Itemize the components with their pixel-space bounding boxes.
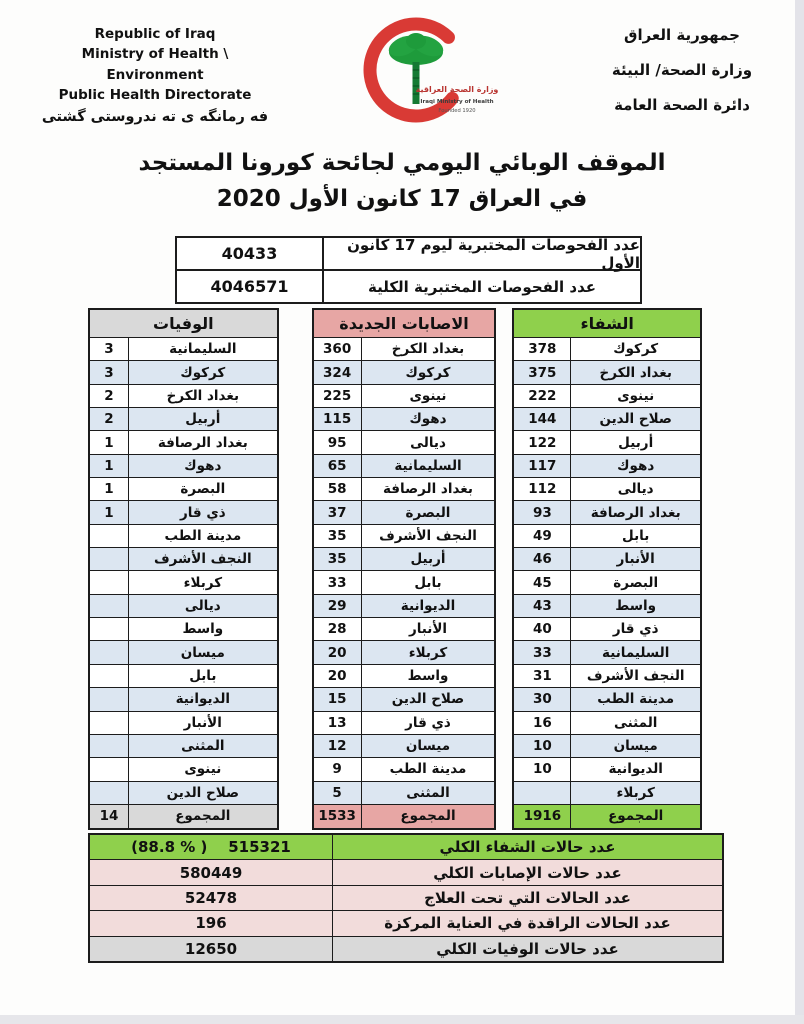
province-value: 28: [314, 618, 362, 640]
table-row: [314, 594, 495, 617]
table-row: [90, 594, 277, 617]
province-value: [90, 735, 129, 757]
table-row: [90, 664, 277, 687]
table-row: [514, 547, 700, 570]
province-name: ذي قار: [405, 714, 451, 731]
table-row: [314, 360, 495, 383]
province-name: النجف الأشرف: [586, 667, 685, 684]
table-row: [90, 360, 277, 383]
province-value: 20: [314, 665, 362, 687]
province-name: أربيل: [618, 434, 654, 451]
province-name: الأنبار: [408, 621, 448, 638]
table-row: [514, 617, 700, 640]
province-value: 37: [314, 501, 362, 523]
table-row: [314, 430, 495, 453]
table-row: [314, 664, 495, 687]
province-name: ديالى: [410, 434, 446, 451]
province-value: 95: [314, 431, 362, 453]
table-row: [514, 757, 700, 780]
province-value: [90, 712, 129, 734]
province-value: 10: [514, 758, 571, 780]
province-value: 115: [314, 408, 362, 430]
province-name: كربلاء: [183, 574, 223, 591]
table-row: [177, 269, 640, 302]
province-name: ميسان: [613, 738, 658, 755]
table-row: [90, 640, 277, 663]
province-name: واسط: [182, 621, 224, 638]
table-row: [514, 407, 700, 430]
province-name: بابل: [189, 667, 217, 684]
province-name: دهوك: [409, 411, 447, 428]
province-value: 43: [514, 595, 571, 617]
province-value: 40: [514, 618, 571, 640]
photo-edge-bottom: [0, 1015, 804, 1024]
province-name: كربلاء: [616, 784, 655, 801]
table-row: [90, 430, 277, 453]
table-row: [514, 524, 700, 547]
province-name: صلاح الدين: [391, 691, 465, 708]
province-name: كركوك: [405, 364, 451, 381]
page-title-line2: في العراق 17 كانون الأول 2020: [216, 185, 588, 212]
new-cases-total-value: 1533: [314, 805, 362, 828]
province-name: مدينة الطب: [389, 761, 467, 778]
table-row: [514, 384, 700, 407]
table-row: [90, 734, 277, 757]
province-value: 93: [514, 501, 571, 523]
total-tests-value: 4046571: [177, 271, 324, 302]
province-name: ميسان: [405, 738, 451, 755]
tests-table: [175, 236, 642, 304]
table-row: [514, 664, 700, 687]
table-row: [90, 500, 277, 523]
province-name: الديوانية: [175, 691, 231, 708]
table-row: [514, 430, 700, 453]
province-name: كركوك: [613, 341, 659, 358]
table-row: [90, 477, 277, 500]
province-name: ميسان: [180, 644, 225, 661]
province-value: 1: [90, 431, 129, 453]
province-name: صلاح الدين: [599, 411, 672, 428]
summary-row-icu: [90, 910, 722, 935]
table-row: [314, 547, 495, 570]
summary-table: [88, 833, 724, 963]
province-name: واسط: [407, 667, 449, 684]
province-value: [90, 665, 129, 687]
province-name: دهوك: [617, 457, 655, 474]
logo-founded-text: Founded 1920: [438, 108, 476, 114]
table-row: [314, 687, 495, 710]
table-row: [90, 711, 277, 734]
table-row: [514, 781, 700, 804]
province-value: 112: [514, 478, 571, 500]
table-row: [514, 360, 700, 383]
province-value: 2: [90, 408, 129, 430]
logo-english-text: Iraqi Ministry of Health: [420, 99, 494, 105]
province-name: ديالى: [184, 597, 221, 614]
table-row: [514, 338, 700, 360]
new-cases-total-row: [314, 804, 495, 828]
deaths-total-value: 14: [90, 805, 129, 828]
province-value: [90, 571, 129, 593]
province-name: النجف الأشرف: [153, 551, 252, 568]
table-row: [90, 524, 277, 547]
table-row: [514, 640, 700, 663]
province-name: مدينة الطب: [164, 527, 242, 544]
province-value: [90, 618, 129, 640]
new-cases-table-rows: [314, 338, 495, 804]
province-value: [90, 782, 129, 804]
table-row: [514, 570, 700, 593]
table-row: [314, 711, 495, 734]
province-value: 20: [314, 641, 362, 663]
daily-tests-value: 40433: [177, 238, 324, 269]
summary-row-total-deaths: [90, 936, 722, 961]
summary-row-total-recoveries: [90, 835, 722, 859]
province-value: 1: [90, 478, 129, 500]
province-value: 1: [90, 455, 129, 477]
header-english-line1: Republic of Iraq: [94, 26, 216, 42]
summary-row-total-cases: [90, 859, 722, 884]
summary-value: (88.8 % ) 515321: [90, 835, 333, 859]
table-row: [90, 338, 277, 360]
table-row: [514, 687, 700, 710]
header-kurdish-line: فه رمانگه ی ته ندروستی گشتی: [41, 109, 269, 125]
province-name: السليمانية: [169, 341, 237, 358]
province-value: [514, 782, 571, 804]
summary-label: عدد حالات الشفاء الكلي: [439, 838, 616, 857]
province-name: بغداد الكرخ: [391, 341, 465, 358]
province-name: بغداد الكرخ: [166, 387, 240, 404]
summary-value: 580449: [90, 860, 333, 884]
province-name: السليمانية: [394, 457, 462, 474]
province-value: 58: [314, 478, 362, 500]
new-cases-table-header: الاصابات الجديدة: [314, 310, 495, 338]
province-value: [90, 688, 129, 710]
daily-tests-label: عدد الفحوصات المختبرية ليوم 17 كانون الأول: [347, 235, 640, 272]
province-name: بغداد الكرخ: [599, 364, 672, 381]
table-row: [314, 570, 495, 593]
deaths-table-header: الوفيات: [90, 310, 277, 338]
logo-arabic-text: وزارة الصحة العراقية: [415, 85, 499, 94]
province-value: 378: [514, 338, 571, 360]
table-row: [314, 500, 495, 523]
table-row: [314, 734, 495, 757]
province-name: بغداد الرصافة: [590, 504, 681, 521]
total-tests-label: عدد الفحوصات المختبرية الكلية: [367, 277, 597, 296]
province-value: 5: [314, 782, 362, 804]
province-value: 12: [314, 735, 362, 757]
province-value: [90, 758, 129, 780]
new-cases-total-label: المجموع: [400, 808, 456, 825]
province-value: 360: [314, 338, 362, 360]
province-name: نينوى: [409, 387, 447, 404]
province-name: الأنبار: [183, 714, 222, 731]
province-value: 222: [514, 385, 571, 407]
table-row: [90, 617, 277, 640]
province-name: الديوانية: [608, 761, 663, 778]
ministry-logo: [356, 12, 502, 134]
province-name: البصرة: [405, 504, 451, 521]
province-value: 65: [314, 455, 362, 477]
table-row: [314, 338, 495, 360]
header-arabic-line2: وزارة الصحة/ البيئة: [611, 61, 753, 79]
recoveries-total-value: 1916: [514, 805, 571, 828]
table-row: [90, 570, 277, 593]
summary-value: 12650: [90, 937, 333, 961]
province-name: كربلاء: [408, 644, 448, 661]
province-name: المثنى: [181, 738, 225, 755]
province-name: كركوك: [180, 364, 226, 381]
province-name: صلاح الدين: [166, 784, 240, 801]
province-value: 1: [90, 501, 129, 523]
province-value: 33: [314, 571, 362, 593]
table-row: [90, 407, 277, 430]
table-row: [314, 477, 495, 500]
province-name: الديوانية: [400, 597, 456, 614]
province-name: بغداد الرصافة: [383, 481, 473, 498]
province-name: المثنى: [613, 714, 658, 731]
table-row: [90, 454, 277, 477]
page-title: [0, 146, 804, 217]
table-row: [514, 594, 700, 617]
province-name: السليمانية: [602, 644, 670, 661]
header-arabic-line1: جمهورية العراق: [624, 26, 740, 44]
province-value: 144: [514, 408, 571, 430]
summary-value: 196: [90, 911, 333, 935]
province-name: نينوى: [184, 761, 222, 778]
crescent-palm-logo-icon: [356, 12, 502, 134]
table-row: [90, 757, 277, 780]
page-title-line1: الموقف الوبائي اليومي لجائحة كورونا المستجد: [138, 150, 666, 176]
province-value: 49: [514, 525, 571, 547]
deaths-total-row: [90, 804, 277, 828]
province-value: 33: [514, 641, 571, 663]
table-row: [314, 524, 495, 547]
province-value: 46: [514, 548, 571, 570]
province-value: 122: [514, 431, 571, 453]
table-row: [514, 477, 700, 500]
deaths-table-rows: [90, 338, 277, 804]
province-name: البصرة: [613, 574, 659, 591]
province-value: 324: [314, 361, 362, 383]
province-value: [90, 641, 129, 663]
province-value: [90, 525, 129, 547]
province-value: 35: [314, 525, 362, 547]
summary-label: عدد الحالات التي تحت العلاج: [424, 888, 631, 907]
recoveries-total-row: [514, 804, 700, 828]
header-english-line2: Ministry of Health \ Environment: [81, 46, 229, 83]
table-row: [314, 617, 495, 640]
table-row: [90, 687, 277, 710]
table-row: [514, 734, 700, 757]
province-value: 15: [314, 688, 362, 710]
table-row: [514, 454, 700, 477]
province-name: ذي قار: [179, 504, 226, 521]
province-value: 225: [314, 385, 362, 407]
table-row: [514, 500, 700, 523]
summary-value: 52478: [90, 886, 333, 910]
province-name: نينوى: [617, 387, 655, 404]
province-value: 117: [514, 455, 571, 477]
province-value: 2: [90, 385, 129, 407]
header-arabic: [582, 26, 782, 131]
province-value: [90, 548, 129, 570]
province-name: مدينة الطب: [597, 691, 675, 708]
province-name: بابل: [414, 574, 442, 591]
table-row: [314, 454, 495, 477]
province-name: الأنبار: [616, 551, 655, 568]
province-name: بابل: [622, 527, 650, 544]
province-name: بغداد الرصافة: [157, 434, 248, 451]
table-row: [90, 384, 277, 407]
province-name: واسط: [615, 597, 657, 614]
province-value: 16: [514, 712, 571, 734]
province-value: 30: [514, 688, 571, 710]
summary-row-under-treatment: [90, 885, 722, 910]
table-row: [514, 711, 700, 734]
province-name: أربيل: [410, 551, 446, 568]
province-value: 35: [314, 548, 362, 570]
header-english-line3: Public Health Directorate: [58, 86, 252, 103]
province-value: 10: [514, 735, 571, 757]
recoveries-table-header: الشفاء: [514, 310, 700, 338]
table-row: [90, 547, 277, 570]
province-value: 9: [314, 758, 362, 780]
province-value: 29: [314, 595, 362, 617]
summary-label: عدد الحالات الراقدة في العناية المركزة: [384, 914, 671, 933]
table-row: [314, 640, 495, 663]
table-row: [177, 235, 640, 272]
province-value: 3: [90, 338, 129, 360]
deaths-table: [88, 308, 279, 830]
deaths-total-label: المجموع: [175, 808, 231, 825]
province-value: 13: [314, 712, 362, 734]
header-english: [38, 24, 272, 129]
province-name: أربيل: [185, 411, 221, 428]
province-name: النجف الأشرف: [379, 527, 477, 544]
province-name: دهوك: [184, 457, 222, 474]
province-name: البصرة: [180, 481, 226, 498]
province-value: 375: [514, 361, 571, 383]
recoveries-table: [512, 308, 702, 830]
province-value: 3: [90, 361, 129, 383]
province-name: ديالى: [617, 481, 654, 498]
table-row: [90, 781, 277, 804]
recoveries-total-label: المجموع: [608, 808, 664, 825]
summary-label: عدد حالات الوفيات الكلي: [436, 939, 619, 958]
new-cases-table: [312, 308, 497, 830]
province-name: المثنى: [406, 784, 450, 801]
province-value: 45: [514, 571, 571, 593]
table-row: [314, 757, 495, 780]
province-value: [90, 595, 129, 617]
province-tables: [88, 308, 702, 830]
header-arabic-line3: دائرة الصحة العامة: [614, 96, 750, 114]
province-value: 31: [514, 665, 571, 687]
table-row: [314, 781, 495, 804]
table-row: [314, 407, 495, 430]
summary-label: عدد حالات الإصابات الكلي: [433, 863, 622, 882]
province-name: ذي قار: [612, 621, 659, 638]
table-row: [314, 384, 495, 407]
recoveries-table-rows: [514, 338, 700, 804]
